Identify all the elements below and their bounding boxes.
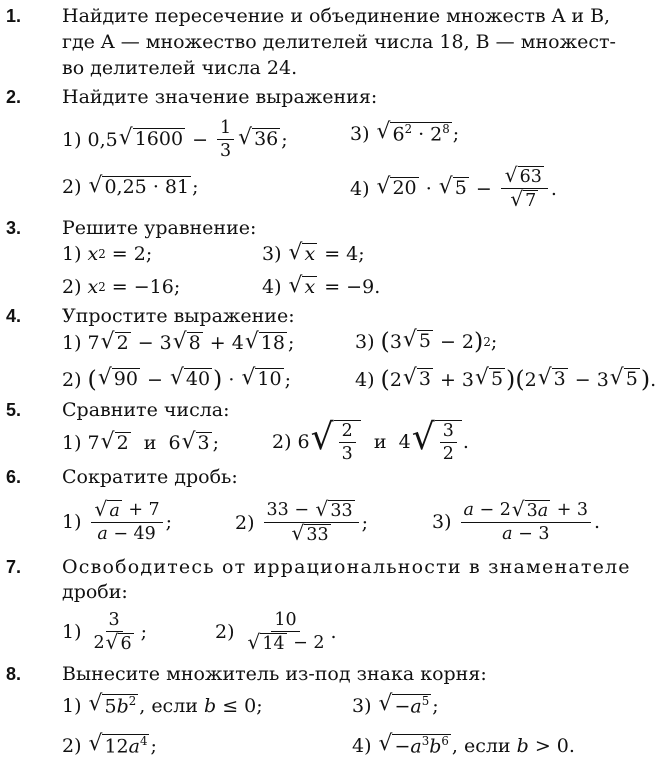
- problem-title: Сократите дробь:: [62, 466, 238, 488]
- problem-number: 1.: [6, 6, 22, 26]
- problem-text: во делителей числа 24.: [62, 57, 298, 79]
- problem-text: где A — множество делителей числа 18, B — множест-: [62, 31, 616, 53]
- problem-title: Решите уравнение:: [62, 217, 257, 239]
- math-item: 1) x 2 = 2;: [62, 243, 153, 265]
- math-item: 2) 33 − √ 33 √ 33 ;: [235, 497, 368, 546]
- problem-text: дроби:: [62, 581, 128, 603]
- math-item: 1) √ a + 7 a − 49 ;: [62, 497, 173, 545]
- math-item: 4) √ $-a^3b^6$ , если b > 0.: [352, 731, 575, 758]
- problem-text: Найдите пересечение и объединение множеств A и B,: [62, 5, 611, 27]
- math-item: 3) ( 3 √ 5 − 2 ) 2 ;: [355, 327, 498, 355]
- math-item: 1) √ $5b^2$ , если b ≤ 0;: [62, 691, 263, 718]
- math-item: 3) √ x = 4;: [262, 240, 365, 266]
- math-item: 4) √ 20 · √ 5 − √ 63 √ 7 .: [350, 163, 557, 212]
- problem-number: 2.: [6, 87, 22, 107]
- math-item: 4) ( 2 √ 3 + 3 √ 5 )( 2 √ 3 − 3 √ 5 ) .: [355, 365, 656, 393]
- math-item: 3) √ $-a^5$ ;: [352, 691, 439, 718]
- math-item: 2) x 2 = −16;: [62, 276, 181, 298]
- math-item: 1) 7 √ 2 − 3 √ 8 + 4 √ 18 ;: [62, 329, 295, 355]
- math-item: 2) 6 √ $\frac{2}{3}$ и 4 √ $\frac{3}{2}$ .: [272, 416, 469, 465]
- math-item: 4) √ x = −9.: [262, 273, 381, 299]
- math-item: 1) 3 2 √ 6 ;: [62, 610, 148, 655]
- problem-text: Освободитесь от иррациональности в знаменателе: [62, 556, 631, 578]
- math-item: 1) 0,5 √ 1600 − $\frac{1}{3}$ √ 36 ;: [62, 118, 288, 162]
- problem-number: 8.: [6, 664, 22, 684]
- problem-number: 5.: [6, 400, 22, 420]
- math-item: 3) √ $6^2 \cdot 2^8$ ;: [350, 119, 460, 146]
- problem-number: 4.: [6, 306, 22, 326]
- math-item: 2) √ $12a^4$ ;: [62, 731, 157, 758]
- problem-title: Упростите выражение:: [62, 305, 295, 327]
- problem-title: Сравните числа:: [62, 399, 230, 421]
- math-item: 2) 10 √ 14 − 2 .: [215, 610, 337, 655]
- math-item: 2) √ 0,25 · 81 ;: [62, 173, 199, 199]
- math-item: 2) ( √ 90 − √ 40 ) · √ 10 ;: [62, 365, 291, 393]
- math-item: 3) a − 2 √ 3a + 3 a − 3 .: [432, 497, 601, 545]
- problem-title: Вынесите множитель из-под знака корня:: [62, 663, 487, 685]
- problem-title: Найдите значение выражения:: [62, 86, 378, 108]
- problem-number: 3.: [6, 218, 22, 238]
- math-item: 1) 7 √ 2 и 6 √ 3 ;: [62, 429, 219, 455]
- problem-number: 7.: [6, 557, 22, 577]
- problem-number: 6.: [6, 467, 22, 487]
